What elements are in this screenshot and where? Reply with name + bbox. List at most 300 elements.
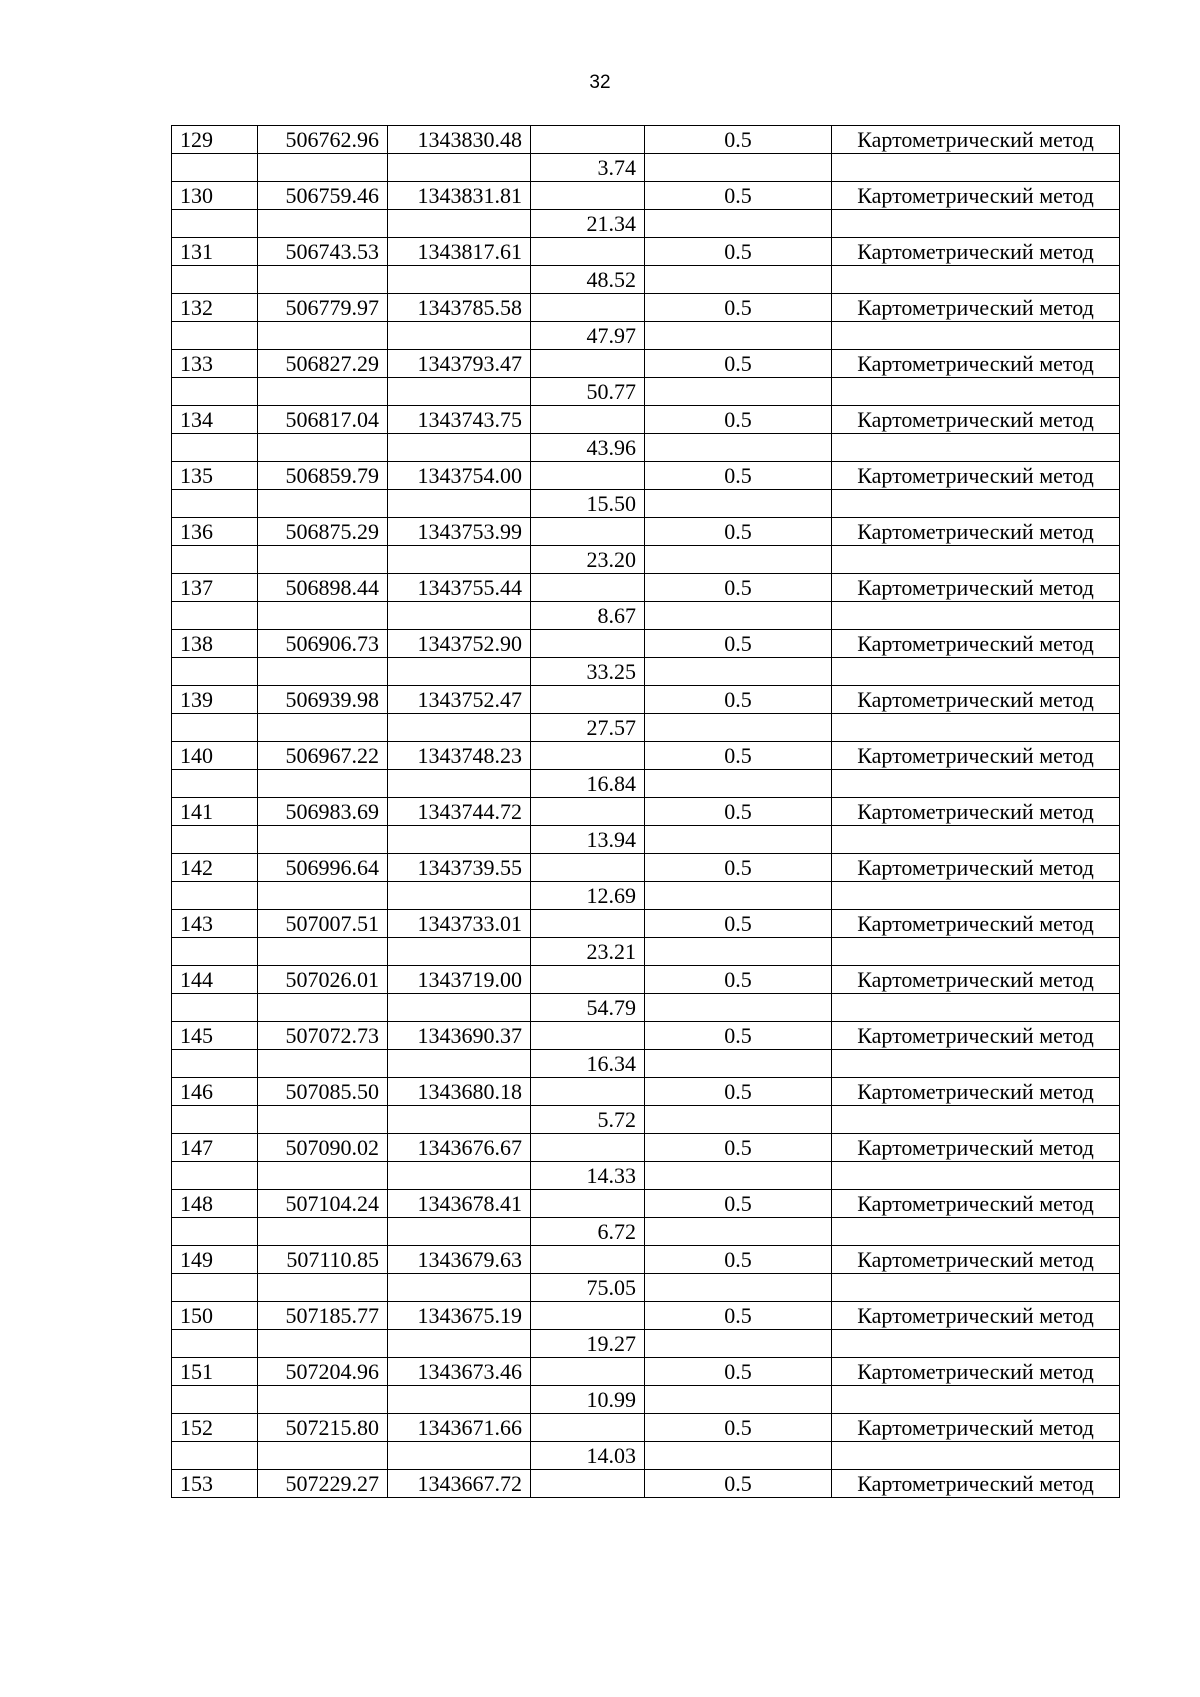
empty-cell [172, 1218, 258, 1246]
precision-cell: 0.5 [645, 1414, 832, 1442]
empty-cell [258, 210, 388, 238]
empty-cell [645, 826, 832, 854]
x-coordinate-cell: 507185.77 [258, 1302, 388, 1330]
precision-cell: 0.5 [645, 1470, 832, 1498]
distance-cell: 14.33 [531, 1162, 645, 1190]
empty-cell [832, 378, 1120, 406]
empty-cell [388, 1106, 531, 1134]
empty-cell [388, 322, 531, 350]
point-row [172, 350, 1120, 378]
distance-cell: 8.67 [531, 602, 645, 630]
point-number-cell: 149 [172, 1246, 258, 1274]
x-coordinate-cell: 506743.53 [258, 238, 388, 266]
point-row [172, 966, 1120, 994]
method-cell: Картометрический метод [832, 686, 1120, 714]
empty-cell [388, 1386, 531, 1414]
empty-cell [172, 490, 258, 518]
empty-cell [832, 1386, 1120, 1414]
precision-cell: 0.5 [645, 798, 832, 826]
empty-cell [172, 210, 258, 238]
distance-row [172, 938, 1120, 966]
distance-row [172, 1386, 1120, 1414]
empty-cell [645, 210, 832, 238]
empty-cell [258, 1106, 388, 1134]
distance-cell-empty [531, 1022, 645, 1050]
distance-cell: 3.74 [531, 154, 645, 182]
point-row [172, 1358, 1120, 1386]
method-cell: Картометрический метод [832, 182, 1120, 210]
empty-cell [832, 1050, 1120, 1078]
empty-cell [172, 770, 258, 798]
distance-cell-empty [531, 798, 645, 826]
point-number-cell: 132 [172, 294, 258, 322]
method-cell: Картометрический метод [832, 1246, 1120, 1274]
x-coordinate-cell: 506967.22 [258, 742, 388, 770]
distance-cell-empty [531, 1470, 645, 1498]
y-coordinate-cell: 1343675.19 [388, 1302, 531, 1330]
method-cell: Картометрический метод [832, 518, 1120, 546]
point-row [172, 126, 1120, 154]
empty-cell [258, 266, 388, 294]
method-cell: Картометрический метод [832, 1358, 1120, 1386]
empty-cell [388, 1218, 531, 1246]
point-number-cell: 139 [172, 686, 258, 714]
distance-cell-empty [531, 350, 645, 378]
empty-cell [172, 602, 258, 630]
distance-cell-empty [531, 126, 645, 154]
y-coordinate-cell: 1343680.18 [388, 1078, 531, 1106]
empty-cell [645, 1330, 832, 1358]
empty-cell [832, 546, 1120, 574]
method-cell: Картометрический метод [832, 1414, 1120, 1442]
x-coordinate-cell: 506759.46 [258, 182, 388, 210]
distance-cell: 21.34 [531, 210, 645, 238]
y-coordinate-cell: 1343793.47 [388, 350, 531, 378]
distance-cell-empty [531, 1302, 645, 1330]
empty-cell [645, 994, 832, 1022]
empty-cell [388, 378, 531, 406]
distance-cell-empty [531, 910, 645, 938]
empty-cell [258, 602, 388, 630]
y-coordinate-cell: 1343690.37 [388, 1022, 531, 1050]
distance-cell-empty [531, 854, 645, 882]
precision-cell: 0.5 [645, 1358, 832, 1386]
distance-row [172, 210, 1120, 238]
method-cell: Картометрический метод [832, 966, 1120, 994]
empty-cell [832, 826, 1120, 854]
coordinates-table [171, 125, 1120, 1498]
distance-cell: 75.05 [531, 1274, 645, 1302]
precision-cell: 0.5 [645, 238, 832, 266]
empty-cell [388, 1050, 531, 1078]
empty-cell [645, 602, 832, 630]
empty-cell [172, 266, 258, 294]
empty-cell [832, 994, 1120, 1022]
distance-cell: 13.94 [531, 826, 645, 854]
y-coordinate-cell: 1343830.48 [388, 126, 531, 154]
x-coordinate-cell: 506875.29 [258, 518, 388, 546]
empty-cell [832, 1106, 1120, 1134]
precision-cell: 0.5 [645, 854, 832, 882]
point-row [172, 574, 1120, 602]
distance-cell: 14.03 [531, 1442, 645, 1470]
point-number-cell: 147 [172, 1134, 258, 1162]
empty-cell [258, 770, 388, 798]
empty-cell [258, 1330, 388, 1358]
point-number-cell: 137 [172, 574, 258, 602]
method-cell: Картометрический метод [832, 574, 1120, 602]
distance-cell-empty [531, 294, 645, 322]
empty-cell [258, 1050, 388, 1078]
precision-cell: 0.5 [645, 182, 832, 210]
precision-cell: 0.5 [645, 350, 832, 378]
distance-row [172, 1330, 1120, 1358]
distance-row [172, 434, 1120, 462]
empty-cell [388, 1442, 531, 1470]
distance-cell: 27.57 [531, 714, 645, 742]
method-cell: Картометрический метод [832, 910, 1120, 938]
y-coordinate-cell: 1343753.99 [388, 518, 531, 546]
y-coordinate-cell: 1343752.47 [388, 686, 531, 714]
point-number-cell: 148 [172, 1190, 258, 1218]
distance-row [172, 770, 1120, 798]
x-coordinate-cell: 507229.27 [258, 1470, 388, 1498]
precision-cell: 0.5 [645, 1190, 832, 1218]
point-row [172, 910, 1120, 938]
distance-row [172, 322, 1120, 350]
x-coordinate-cell: 506939.98 [258, 686, 388, 714]
y-coordinate-cell: 1343744.72 [388, 798, 531, 826]
empty-cell [172, 1050, 258, 1078]
distance-cell-empty [531, 966, 645, 994]
empty-cell [832, 210, 1120, 238]
distance-row [172, 154, 1120, 182]
method-cell: Картометрический метод [832, 1470, 1120, 1498]
point-number-cell: 152 [172, 1414, 258, 1442]
method-cell: Картометрический метод [832, 798, 1120, 826]
empty-cell [258, 546, 388, 574]
x-coordinate-cell: 506817.04 [258, 406, 388, 434]
y-coordinate-cell: 1343667.72 [388, 1470, 531, 1498]
empty-cell [258, 1218, 388, 1246]
empty-cell [172, 378, 258, 406]
empty-cell [258, 1442, 388, 1470]
y-coordinate-cell: 1343678.41 [388, 1190, 531, 1218]
x-coordinate-cell: 506906.73 [258, 630, 388, 658]
empty-cell [258, 434, 388, 462]
distance-cell: 10.99 [531, 1386, 645, 1414]
point-number-cell: 140 [172, 742, 258, 770]
point-row [172, 630, 1120, 658]
point-row [172, 1190, 1120, 1218]
empty-cell [172, 1274, 258, 1302]
distance-row [172, 1050, 1120, 1078]
x-coordinate-cell: 507085.50 [258, 1078, 388, 1106]
empty-cell [258, 882, 388, 910]
empty-cell [832, 714, 1120, 742]
distance-row [172, 546, 1120, 574]
distance-cell-empty [531, 1134, 645, 1162]
method-cell: Картометрический метод [832, 742, 1120, 770]
empty-cell [388, 658, 531, 686]
x-coordinate-cell: 507204.96 [258, 1358, 388, 1386]
precision-cell: 0.5 [645, 1134, 832, 1162]
point-number-cell: 130 [172, 182, 258, 210]
distance-row [172, 266, 1120, 294]
point-row [172, 1246, 1120, 1274]
empty-cell [645, 658, 832, 686]
point-row [172, 854, 1120, 882]
x-coordinate-cell: 507104.24 [258, 1190, 388, 1218]
point-number-cell: 151 [172, 1358, 258, 1386]
distance-cell: 43.96 [531, 434, 645, 462]
method-cell: Картометрический метод [832, 294, 1120, 322]
distance-cell: 19.27 [531, 1330, 645, 1358]
empty-cell [645, 154, 832, 182]
point-number-cell: 133 [172, 350, 258, 378]
distance-row [172, 1218, 1120, 1246]
empty-cell [832, 882, 1120, 910]
point-row [172, 798, 1120, 826]
empty-cell [645, 1386, 832, 1414]
point-number-cell: 136 [172, 518, 258, 546]
empty-cell [832, 1218, 1120, 1246]
distance-row [172, 658, 1120, 686]
empty-cell [645, 770, 832, 798]
y-coordinate-cell: 1343817.61 [388, 238, 531, 266]
empty-cell [258, 658, 388, 686]
empty-cell [832, 434, 1120, 462]
point-row [172, 294, 1120, 322]
empty-cell [172, 1162, 258, 1190]
y-coordinate-cell: 1343671.66 [388, 1414, 531, 1442]
empty-cell [645, 378, 832, 406]
distance-cell-empty [531, 1414, 645, 1442]
point-number-cell: 141 [172, 798, 258, 826]
method-cell: Картометрический метод [832, 854, 1120, 882]
coordinates-table-body [172, 126, 1120, 1498]
point-number-cell: 142 [172, 854, 258, 882]
empty-cell [172, 826, 258, 854]
precision-cell: 0.5 [645, 1078, 832, 1106]
empty-cell [388, 1162, 531, 1190]
distance-row [172, 882, 1120, 910]
point-number-cell: 134 [172, 406, 258, 434]
empty-cell [832, 1442, 1120, 1470]
empty-cell [172, 658, 258, 686]
distance-cell-empty [531, 518, 645, 546]
empty-cell [172, 1330, 258, 1358]
distance-cell: 47.97 [531, 322, 645, 350]
point-row [172, 182, 1120, 210]
point-number-cell: 146 [172, 1078, 258, 1106]
empty-cell [832, 602, 1120, 630]
x-coordinate-cell: 506859.79 [258, 462, 388, 490]
precision-cell: 0.5 [645, 1246, 832, 1274]
point-row [172, 742, 1120, 770]
point-number-cell: 144 [172, 966, 258, 994]
empty-cell [645, 1162, 832, 1190]
point-row [172, 1134, 1120, 1162]
precision-cell: 0.5 [645, 518, 832, 546]
x-coordinate-cell: 507110.85 [258, 1246, 388, 1274]
empty-cell [388, 770, 531, 798]
point-number-cell: 135 [172, 462, 258, 490]
empty-cell [258, 490, 388, 518]
x-coordinate-cell: 506983.69 [258, 798, 388, 826]
empty-cell [645, 1106, 832, 1134]
method-cell: Картометрический метод [832, 406, 1120, 434]
x-coordinate-cell: 507072.73 [258, 1022, 388, 1050]
method-cell: Картометрический метод [832, 1078, 1120, 1106]
y-coordinate-cell: 1343752.90 [388, 630, 531, 658]
empty-cell [172, 994, 258, 1022]
point-row [172, 518, 1120, 546]
empty-cell [645, 434, 832, 462]
empty-cell [645, 714, 832, 742]
empty-cell [172, 322, 258, 350]
empty-cell [645, 1442, 832, 1470]
distance-cell-empty [531, 742, 645, 770]
empty-cell [172, 1442, 258, 1470]
y-coordinate-cell: 1343673.46 [388, 1358, 531, 1386]
x-coordinate-cell: 506827.29 [258, 350, 388, 378]
distance-row [172, 1106, 1120, 1134]
empty-cell [172, 546, 258, 574]
distance-cell-empty [531, 238, 645, 266]
empty-cell [258, 826, 388, 854]
distance-cell-empty [531, 182, 645, 210]
precision-cell: 0.5 [645, 294, 832, 322]
distance-row [172, 378, 1120, 406]
point-row [172, 686, 1120, 714]
distance-cell-empty [531, 574, 645, 602]
precision-cell: 0.5 [645, 574, 832, 602]
distance-cell: 12.69 [531, 882, 645, 910]
empty-cell [388, 490, 531, 518]
method-cell: Картометрический метод [832, 630, 1120, 658]
distance-cell-empty [531, 462, 645, 490]
x-coordinate-cell: 506779.97 [258, 294, 388, 322]
method-cell: Картометрический метод [832, 1302, 1120, 1330]
distance-cell: 5.72 [531, 1106, 645, 1134]
empty-cell [832, 154, 1120, 182]
distance-cell: 48.52 [531, 266, 645, 294]
empty-cell [172, 882, 258, 910]
precision-cell: 0.5 [645, 1022, 832, 1050]
empty-cell [172, 1386, 258, 1414]
distance-cell: 15.50 [531, 490, 645, 518]
empty-cell [258, 322, 388, 350]
point-row [172, 1470, 1120, 1498]
empty-cell [388, 826, 531, 854]
empty-cell [258, 994, 388, 1022]
x-coordinate-cell: 506898.44 [258, 574, 388, 602]
distance-cell: 54.79 [531, 994, 645, 1022]
x-coordinate-cell: 507090.02 [258, 1134, 388, 1162]
method-cell: Картометрический метод [832, 462, 1120, 490]
distance-cell-empty [531, 630, 645, 658]
x-coordinate-cell: 506996.64 [258, 854, 388, 882]
point-row [172, 1078, 1120, 1106]
y-coordinate-cell: 1343676.67 [388, 1134, 531, 1162]
point-number-cell: 129 [172, 126, 258, 154]
empty-cell [172, 714, 258, 742]
distance-cell-empty [531, 406, 645, 434]
distance-row [172, 602, 1120, 630]
x-coordinate-cell: 507026.01 [258, 966, 388, 994]
empty-cell [645, 1274, 832, 1302]
y-coordinate-cell: 1343755.44 [388, 574, 531, 602]
precision-cell: 0.5 [645, 630, 832, 658]
empty-cell [388, 882, 531, 910]
point-row [172, 462, 1120, 490]
precision-cell: 0.5 [645, 462, 832, 490]
empty-cell [388, 1330, 531, 1358]
method-cell: Картометрический метод [832, 1134, 1120, 1162]
empty-cell [258, 1162, 388, 1190]
distance-cell-empty [531, 1358, 645, 1386]
distance-cell: 33.25 [531, 658, 645, 686]
empty-cell [388, 994, 531, 1022]
point-row [172, 1302, 1120, 1330]
distance-cell-empty [531, 1190, 645, 1218]
precision-cell: 0.5 [645, 686, 832, 714]
point-number-cell: 145 [172, 1022, 258, 1050]
empty-cell [645, 490, 832, 518]
empty-cell [388, 714, 531, 742]
empty-cell [645, 1218, 832, 1246]
point-number-cell: 143 [172, 910, 258, 938]
empty-cell [832, 490, 1120, 518]
page-number: 32 [589, 72, 611, 93]
distance-cell-empty [531, 686, 645, 714]
empty-cell [645, 938, 832, 966]
empty-cell [832, 938, 1120, 966]
distance-row [172, 1162, 1120, 1190]
distance-row [172, 1442, 1120, 1470]
empty-cell [258, 1274, 388, 1302]
precision-cell: 0.5 [645, 910, 832, 938]
distance-cell-empty [531, 1078, 645, 1106]
empty-cell [645, 1050, 832, 1078]
x-coordinate-cell: 506762.96 [258, 126, 388, 154]
distance-cell: 6.72 [531, 1218, 645, 1246]
empty-cell [645, 322, 832, 350]
empty-cell [172, 938, 258, 966]
x-coordinate-cell: 507007.51 [258, 910, 388, 938]
empty-cell [388, 154, 531, 182]
distance-row [172, 714, 1120, 742]
distance-row [172, 994, 1120, 1022]
empty-cell [258, 938, 388, 966]
precision-cell: 0.5 [645, 1302, 832, 1330]
y-coordinate-cell: 1343733.01 [388, 910, 531, 938]
point-number-cell: 150 [172, 1302, 258, 1330]
distance-cell: 16.84 [531, 770, 645, 798]
y-coordinate-cell: 1343719.00 [388, 966, 531, 994]
empty-cell [388, 602, 531, 630]
empty-cell [172, 1106, 258, 1134]
empty-cell [388, 210, 531, 238]
empty-cell [258, 714, 388, 742]
method-cell: Картометрический метод [832, 126, 1120, 154]
empty-cell [832, 1330, 1120, 1358]
precision-cell: 0.5 [645, 742, 832, 770]
empty-cell [832, 322, 1120, 350]
empty-cell [388, 938, 531, 966]
empty-cell [258, 154, 388, 182]
